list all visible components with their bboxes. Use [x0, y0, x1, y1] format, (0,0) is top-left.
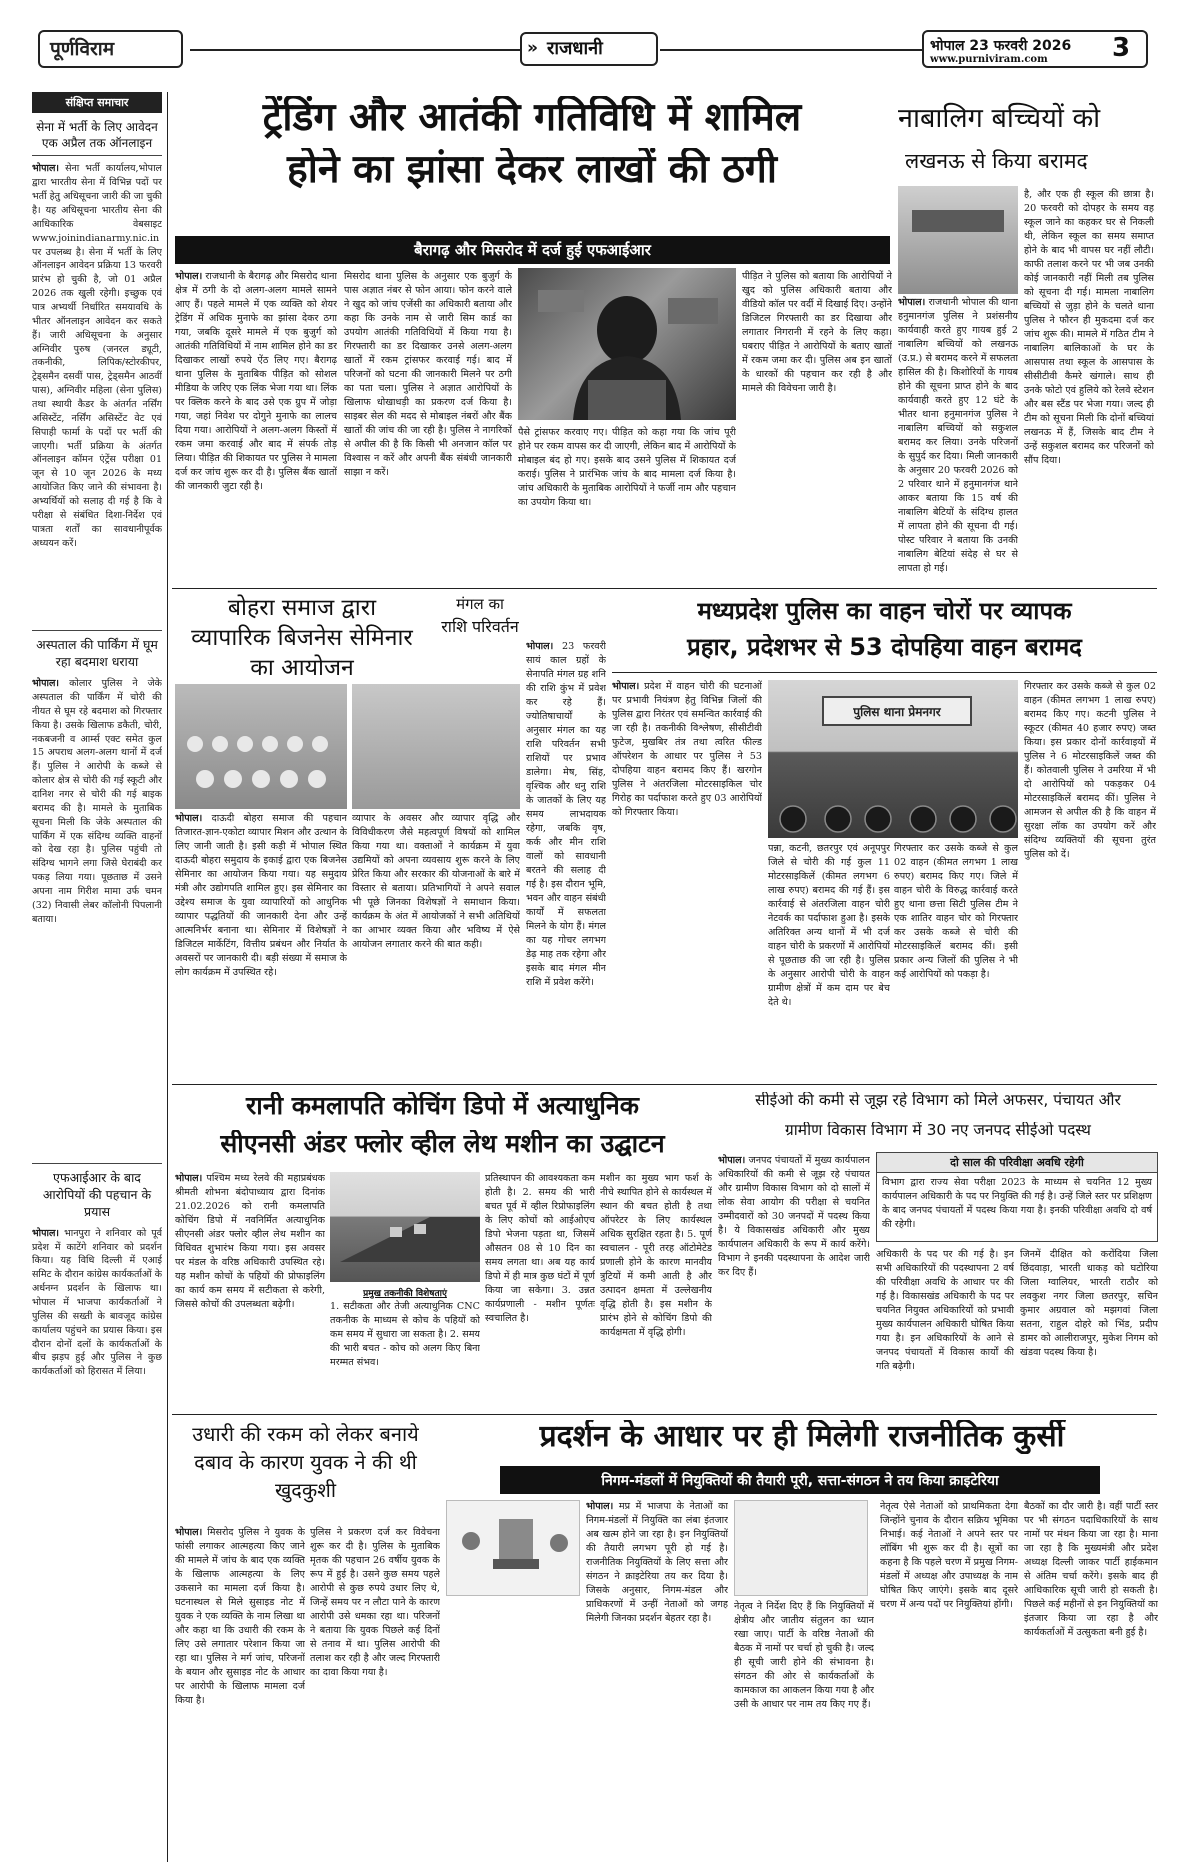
- article-text: मिसरोद पुलिस ने युवक के फांसी लगाकर आत्महत्या किए जाने की मामले में जांच के बाद एक व्यक्ति के खिलाफ आत्महत्या के लिए उकसाने का मामला दर्ज किया है। घटनास्थल से मिले सुसाइड नोट में युवक ने एक व्यक्ति के नाम लिखा था और कहा था कि उधारी की रकम के लिए उसे लगातार परेशान किया जा रहा था। पुलिस ने मर्ग जांच, परिजनों के बयान और सुसाइड नोट के आधार पर आरोपी के खिलाफ मामला दर्ज किया है।: [175, 1527, 305, 1706]
- article-text: नेतृत्व ऐसे नेताओं को प्राथमिकता देगा जिन्होंने चुनाव के दौरान सक्रिय भूमिका निभाई। कई नेताओं ने अपने स्तर पर लॉबिंग भी शुरू कर दी है। सूत्रों का कहना है कि पहले चरण में प्रमुख निगम-मंडलों में अध्यक्ष और उपाध्यक्ष के नाम घोषित किए जाएंगे। इसके बाद दूसरे चरण में अन्य पदों पर नियुक्तियां होंगी।: [880, 1501, 1018, 1610]
- sidebar-body-2: [32, 677, 162, 1155]
- section-rule: [172, 588, 1157, 589]
- sidebar-header: संक्षिप्त समाचार: [32, 92, 162, 113]
- section-rule: [444, 1414, 1157, 1415]
- article-text: पीड़ित ने पुलिस को बताया कि आरोपियों ने खुद को पुलिस अधिकारी बताया और वीडियो कॉल पर वर्दी में दिखाई दिए। उन्होंने डिजिटल गिरफ्तारी का डर दिखाया और लगातार निगरानी में रहने के लिए कहा। घबराए पीड़ित ने आरोपियों के बताए खातों में रकम जमा कर दी। पुलिस अब इन खातों के धारकों की पहचान कर रही है और मामले की विवेचना जारी है।: [742, 271, 892, 394]
- logo: पूर्णविराम: [50, 38, 115, 60]
- article-text: मशीन का मुख्य भाग फर्श के नीचे स्थापित होने से कार्यस्थल में स्थान की बचत होती है तथा ऑपरेटर के लिए कार्यस्थल अधिक सुरक्षित रहता है। 5. पूर्ण स्वचालन - पूरी तरह ऑटोमेटेड प्रणाली होने के कारण मानवीय त्रुटियों में कमी आती है और उत्पादन क्षमता में उल्लेखनीय वृद्धि होती है। इस मशीन के प्रारंभ होने से कोचिंग डिपो की कार्यक्षमता में वृद्धि होगी।: [600, 1173, 712, 1338]
- theft-headline-2: प्रहार, प्रदेशभर से 53 दोपहिया वाहन बरामद: [687, 634, 1082, 661]
- sidebar-divider: [32, 1163, 162, 1164]
- article-text: 23 फरवरी सायं काल ग्रहों के सेनापति मंगल ग्रह शनि की राशि कुंभ में प्रवेश कर रहे हैं। ज्योतिषाचार्यों के अनुसार मंगल का यह राशि परिवर्तन सभी राशियों पर प्रभाव डालेगा। मेष, सिंह, वृश्चिक और धनु राशि के जातकों के लिए यह समय लाभदायक रहेगा, जबकि वृष, कर्क और मीन राशि वालों को सावधानी बरतने की सलाह दी गई है। इस दौरान भूमि, भवन और वाहन संबंधी कार्यों में सफलता मिलने के योग हैं। मंगल का यह गोचर लगभग डेढ़ माह तक रहेगा और इसके बाद मंगल मीन राशि में प्रवेश करेंगे।: [526, 641, 606, 988]
- article-text: गिरफ्तार कर उसके कब्जे से कुल 02 वाहन (कीमत लगभग 1 लाख रुपए) बरामद किए गए। कटनी पुलिस ने स्कूटर (कीमत 40 हजार रुपए) जब्त किया। इस प्रकार दोनों कार्रवाइयों में पुलिस ने 6 मोटरसाइकिलें जब्त की हैं। कोतवाली पुलिस ने उमरिया में भी दो आरोपियों को पकड़कर 04 मोटरसाइकिलें बरामद कीं। पुलिस ने आमजन से अपील की है कि वाहन में सुरक्षा लॉक का उपयोग करें और संदिग्ध व्यक्तियों की सूचना तुरंत पुलिस को दें।: [1024, 681, 1156, 860]
- article-text: दाऊदी बोहरा समाज की पहचान तिजारत-ज्ञान-एकोटा व्यापार मिशन और उत्थान के लिए जानी जाती है। इसी कड़ी में भोपाल स्थित दाऊदी बोहरा समुदाय के इकाई द्वारा एक बिजनेस सेमिनार का आयोजन किया गया। यह समुदाय मंत्री और उद्योगपति शामिल हुए। इस सेमिनार का उद्देश्य समाज के युवा व्यापारियों को आधुनिक व्यापार पद्धतियों की जानकारी देना और उन्हें आत्मनिर्भर बनाना था। सेमिनार में विशेषज्ञों ने डिजिटल मार्केटिंग, वित्तीय प्रबंधन और निर्यात के अवसरों पर जानकारी दी। बड़ी संख्या में समाज के लोग कार्यक्रम में उपस्थित रहे।: [175, 813, 347, 978]
- police-station-photo: [898, 186, 1018, 294]
- bohra-photo-2: [352, 684, 520, 809]
- cartoon-chair-photo: [446, 1500, 580, 1596]
- ceo-box: [876, 1152, 1158, 1242]
- kamlapati-caption-text: [330, 1300, 480, 1408]
- article-text: 1. सटीकता और तेजी अत्याधुनिक CNC तकनीक के माध्यम से कोच के पहियों को कम समय में सुधारा जा सकता है। 2. समय की भारी बचत - कोच को अलग किए बिना मरम्मत संभव।: [330, 1301, 480, 1368]
- ceo-headline-1: सीईओ की कमी से जूझ रहे विभाग को मिले अफसर, पंचायत और: [755, 1092, 1121, 1109]
- article-text: मप्र में भाजपा के नेताओं का निगम-मंडलों में नियुक्ति का लंबा इंतजार अब खत्म होने जा रहा है। इन नियुक्तियों की तैयारी लगभग पूरी हो गई है। राजनीतिक नियुक्तियों के लिए सत्ता और संगठन ने क्राइटेरिया तय कर दिया है। जिसके अनुसार, निगम-मंडल और प्राधिकरणों में उन्हीं नेताओं को जगह मिलेगी जिनका प्रदर्शन बेहतर रहा है।: [586, 1501, 728, 1624]
- sidebar-body-3: [32, 1227, 162, 1787]
- politics-text-a: [586, 1500, 728, 1862]
- article-text: राजधानी के बैरागढ़ और मिसरोद थाना क्षेत्र में ठगी के दो अलग-अलग मामले सामने आए हैं। पहले मामले में एक व्यक्ति को शेयर ट्रेडिंग में अधिक मुनाफे का झांसा देकर ठगा गया, जबकि दूसरे मामले में एक बुजुर्ग को आतंकी गतिविधियों में नाम शामिल होने का डर दिखाकर लाखों रुपये ऐंठ लिए गए। बैरागढ़ थाना पुलिस के मुताबिक पीड़ित को सोशल मीडिया के जरिए एक लिंक भेजा गया था। लिंक पर क्लिक करने के बाद उसे एक ग्रुप में जोड़ा गया, जहां निवेश पर दोगुने मुनाफे का लालच दिया गया। आरोपियों ने अलग-अलग किस्तों में रकम जमा करवाई और बाद में संपर्क तोड़ लिया। पीड़ित की शिकायत पर पुलिस ने मामला दर्ज कर जांच शुरू कर दी है। पुलिस बैंक खातों की जानकारी जुटा रही है।: [175, 271, 337, 492]
- udhari-text-b: [310, 1526, 440, 1862]
- dateline: भोपाल।: [526, 641, 554, 652]
- ceo-box-text: विभाग द्वारा राज्य सेवा परीक्षा 2023 के माध्यम से चयनित 12 मुख्य कार्यपालन अधिकारी के पद पर नियुक्ति की गई है। उन्हें जिले स्तर पर प्रशिक्षण के बाद जनपद पंचायतों में पदस्थ किया गया है। इनकी परिवीक्षा अवधि दो वर्ष की रहेगी।: [882, 1177, 1152, 1230]
- hacker-icon: [518, 268, 736, 420]
- udhari-headline: उधारी की रकम को लेकर बनाये दबाव के कारण युवक ने की थी खुदकुशी: [192, 1422, 419, 1502]
- website: www.purniviram.com: [930, 54, 1048, 65]
- politics-text-b: [734, 1600, 874, 1862]
- bohra-text-a: [175, 812, 347, 1078]
- hacker-photo: [518, 268, 736, 420]
- article-text: प्रदेश में वाहन चोरी की घटनाओं पर प्रभावी नियंत्रण हेतु विभिन्न जिलों की पुलिस द्वारा निरंतर एवं समन्वित कार्रवाई की जा रही है। तकनीकी विश्लेषण, सीसीटीवी फुटेज, मुखबिर तंत्र तथा त्वरित फील्ड ऑपरेशन के आधार पर पुलिस ने 53 दोपहिया वाहन बरामद किए हैं। खरगोन पुलिस ने अंतरजिला मोटरसाइकिल चोर गिरोह का पर्दाफाश करते हुए 03 आरोपियों को गिरफ्तार किया।: [612, 681, 762, 818]
- article-text: व्यापार के अवसर और व्यापार वृद्धि और विविधीकरण जैसे महत्वपूर्ण विषयों को शामिल किया गया था। वक्ताओं ने कार्यक्रम में युवा उद्यमियों को अपना व्यवसाय शुरू करने के लिए प्रेरित किया और सरकार की योजनाओं के बारे में विस्तार से बताया। प्रतिभागियों ने अपने सवाल भी पूछे जिनका विशेषज्ञों ने समाधान किया। कार्यक्रम के अंत में आयोजकों ने सभी अतिथियों का आभार व्यक्त किया और भविष्य में ऐसे आयोजन लगातार करने की बात कही।: [352, 813, 520, 950]
- article-text: राजधानी भोपाल की थाना हनुमानगंज पुलिस ने प्रशंसनीय कार्यवाही करते हुए गायब हुई 2 नाबालिग बच्चियों को लखनऊ (उ.प्र.) से बरामद करने में सफलता हासिल की है। किशोरियों के गायब होने की सूचना प्राप्त होने के बाद कार्यवाही करते हुए 12 घंटे के भीतर थाना हनुमानगंज पुलिस ने नाबालिग बच्चियों को सकुशल बरामद कर लिया। उनके परिजनों के सुपुर्द कर दिया। मिली जानकारी के अनुसार 20 फरवरी 2026 को 2 परिवार थाने में हनुमानगंज थाने आकर बताया कि 15 वर्ष की नाबालिग बेटियों के संदिग्ध हालत में लापता होने की सूचना दी गई। पोस्ट परिवार ने बताया कि उनकी नाबालिग बेटियां संदेह से घर से लापता हो गई।: [898, 297, 1018, 574]
- sidebar-column-rule: [167, 92, 168, 1862]
- politics-headline: प्रदर्शन के आधार पर ही मिलेगी राजनीतिक कुर्सी: [539, 1420, 1065, 1454]
- lead-strap-text: बैरागढ़ और मिसरोद में दर्ज हुई एफआईआर: [414, 241, 651, 259]
- theft-text-b: [768, 842, 890, 1078]
- dateline: भोपाल।: [898, 297, 926, 308]
- article-text: पश्चिम मध्य रेलवे की महाप्रबंधक श्रीमती शोभना बंदोपाध्याय द्वारा दिनांक 21.02.2026 को रानी कमलापति कोचिंग डिपो में नवनिर्मित अत्याधुनिक सीएनसी अंडर फ्लोर व्हील लेथ मशीन का विधिवत शुभारंभ किया गया। इस अवसर पर मंडल के वरिष्ठ अधिकारी उपस्थित रहे। यह मशीन कोचों के पहियों की प्रोफाइलिंग का कार्य कम समय में सटीकता से करेगी, जिससे कोचों की उपलब्धता बढ़ेगी।: [175, 1173, 325, 1310]
- dateline: भोपाल।: [32, 1227, 60, 1239]
- lead-headline-1: ट्रेंडिंग और आतंकी गतिविधि में शामिल: [262, 96, 802, 140]
- train-icon: [330, 1172, 480, 1282]
- police-station-bikes-photo: [768, 680, 1018, 838]
- masthead-rule-right: [660, 49, 922, 51]
- lead-headline-2: होने का झांसा देकर लाखों की ठगी: [287, 148, 777, 192]
- dateline: भोपाल।: [32, 678, 60, 690]
- sidebar-body-1: [32, 162, 162, 622]
- section-arrow-icon: »: [527, 38, 538, 58]
- sidebar: [32, 92, 162, 1862]
- politics-strap-text: निगम-मंडलों में नियुक्तियों की तैयारी पूरी, सत्ता-संगठन ने तय किया क्राइटेरिया: [601, 1472, 999, 1489]
- politics-text-c: [880, 1500, 1018, 1862]
- article-text: भानपुरा ने शनिवार को पूर्व प्रदेश में काटेंगे शनिवार को प्रदर्शन किया। यह विधि दिल्ली में एआई समिट के दौरान कांग्रेस कार्यकर्ताओं के अर्धनग्न प्रदर्शन के खिलाफ था। भोपाल में भाजपा कार्यकर्ताओं ने पुलिस की सख्ती के बावजूद कांग्रेस कार्यालय पहुंचने का प्रयास किया। इस दौरान दोनों दलों के कार्यकर्ताओं के बीच झड़प हुई और पुलिस ने कुछ कार्यकर्ताओं को हिरासत में लिया।: [32, 1227, 162, 1378]
- kamlapati-caption-title: प्रमुख तकनीकी विशेषताएं: [363, 1289, 447, 1299]
- article-text: पुलिस ने प्रकरण दर्ज कर विवेचना शुरू कर दी है। पुलिस के मुताबिक मृतक की पहचान 26 वर्षीय युवक के रूप में हुई है। उसने कुछ समय पहले आरोपी से कुछ रुपये उधार लिए थे, जिन्हें समय पर न लौटा पाने के कारण आरोपी उसे धमका रहा था। परिजनों ने बताया कि युवक पिछले कई दिनों से तनाव में था। पुलिस आरोपी की तलाश कर रही है और जल्द गिरफ्तारी का दावा किया गया है।: [310, 1527, 440, 1678]
- politics-strap: [500, 1466, 1100, 1494]
- chair-cartoon-icon: [447, 1501, 580, 1596]
- motorcycles-icon: [768, 764, 1018, 838]
- lead-col-2: [344, 270, 512, 582]
- ceo-text-a: [718, 1154, 870, 1408]
- mangal-title-b: राशि परिवर्तन: [441, 617, 519, 636]
- sidebar-divider: [32, 155, 162, 156]
- dateline: भोपाल।: [175, 1173, 203, 1184]
- page-number: 3: [1112, 33, 1131, 63]
- masthead: [0, 0, 1181, 84]
- article-text: जनपद पंचायतों में मुख्य कार्यपालन अधिकारियों की कमी से जूझ रहे पंचायत और ग्रामीण विकास विभाग को दो सालों में लोक सेवा आयोग की परीक्षा से चयनित उम्मीदवारों को 30 जनपदों में पदस्थ किया है। ये विकासखंड अधिकारी और मुख्य कार्यपालन अधिकारी के रूप में कार्य करेंगे। विभाग ने इनकी पदस्थापना के आदेश जारी कर दिए हैं।: [718, 1155, 870, 1278]
- kamlapati-headline-1: रानी कमलापति कोचिंग डिपो में अत्याधुनिक: [246, 1092, 639, 1120]
- dateline: भोपाल।: [32, 163, 60, 175]
- politics-text-under-cartoon: [446, 1600, 580, 1862]
- train-photo: [330, 1172, 480, 1282]
- dateline: भोपाल।: [175, 813, 203, 824]
- kamlapati-text-c: [600, 1172, 712, 1408]
- article-text: गिरफ्तार कर उसके कब्जे से कुल 02 वाहन (कीमत लगभग 1 लाख रुपए) बरामद किए गए। जिले में वाहन चोरी के विरुद्ध कार्रवाई करते हुए थाना छत्ता सिटी पुलिस टीम ने एक शातिर वाहन चोर को गिरफ्तार कर उसके कब्जे से चोरी की मोटरसाइकिलें बरामद कीं। इसी प्रकार अन्य जिलों की पुलिस ने भी कई आरोपियों को पकड़ा है।: [894, 843, 1018, 980]
- station-sign-text: पुलिस थाना प्रेमनगर: [853, 704, 941, 719]
- bohra-headline: बोहरा समाज द्वारा व्यापारिक बिजनेस सेमिनार का आयोजन: [191, 595, 413, 681]
- sidebar-title-1: सेना में भर्ती के लिए आवेदन एक अप्रैल तक ऑनलाइन: [36, 120, 158, 151]
- issue-date: भोपाल 23 फरवरी 2026: [930, 38, 1072, 54]
- kamlapati-text-a: [175, 1172, 325, 1408]
- theft-text-a: [612, 680, 762, 1078]
- lead-col-1: [175, 270, 337, 582]
- dateline: भोपाल।: [175, 271, 203, 282]
- article-text: सेना भर्ती कार्यालय,भोपाल द्वारा भारतीय सेना में विभिन्न पदों पर भर्ती हेतु अधिसूचना जारी की जा चुकी है। यह अधिसूचना भारतीय सेना की आधिकारिक वेबसाइट www.joinindianarmy.nic.in पर उपलब्ध है। सेना में भर्ती के लिए ऑनलाइन आवेदन प्रक्रिया 13 फरवरी प्रारंभ हो चुकी है, जो 01 अप्रैल 2026 तक खुली रहेगी। इच्छुक एवं पात्र अभ्यर्थी निर्धारित समयावधि के भीतर ऑनलाइन आवेदन कर सकते हैं। जारी अधिसूचना के अनुसार अग्निवीर पुरुष (जनरल ड्यूटी, तकनीकी, लिपिक/स्टोरकीपर, ट्रेड्समैन दसवीं पास, ट्रेड्समैन आठवीं पास), अग्निवीर महिला (सेना पुलिस) तथा स्थायी कैडर के अंतर्गत नर्सिंग असिस्टेंट, नर्सिंग असिस्टेंट वेट एवं सिपाही फार्मा के पदों पर भर्ती की जाएगी। भर्ती प्रक्रिया के अंतर्गत ऑनलाइन कॉमन एंट्रेंस परीक्षा 01 जून से 10 जून 2026 के मध्य आयोजित किए जाने की संभावना है। अभ्यर्थियों को सलाह दी गई है कि वे परीक्षा से संबंधित दिशा-निर्देश एवं पात्रता शर्तों का सावधानीपूर्वक अध्ययन करें।: [32, 163, 162, 549]
- article-text: प्रतिस्थापन की आवश्यकता कम होती है। 2. समय की भारी बचत पूर्व में व्हील रिप्रोफाइलिंग के लिए कोचों को आईओएच डिपो भेजना पड़ता था, जिसमें औसतन 08 से 10 दिन का समय लगता था। अब यह कार्य डिपो में ही मात्र कुछ घंटों में पूर्ण किया जा सकेगा। 3. उन्नत कार्यप्रणाली - मशीन पूर्णतः स्वचालित है।: [485, 1173, 595, 1324]
- theft-headline-1: मध्यप्रदेश पुलिस का वाहन चोरों पर व्यापक: [697, 598, 1072, 625]
- article-text: अधिकारी के पद पर की गई है। इन सभी अधिकारियों की पदस्थापना 2 वर्ष की परिवीक्षा अवधि के आधार पर की गई है। विकासखंड अधिकारी के पद पर चयनित नियुक्त अधिकारियों को प्रभावी मुख्य कार्यपालन अधिकारी घोषित किया गया है। इन अधिकारियों के आने से जनपद पंचायतों में विकास कार्यों की गति बढ़ेगी।: [876, 1249, 1014, 1372]
- dateline: भोपाल।: [612, 681, 640, 692]
- sidebar-title-2: अस्पताल की पार्किंग में घूम रहा बदमाश धराया: [36, 637, 158, 670]
- politics-text-d: [1024, 1500, 1158, 1862]
- lead-col-4: [742, 270, 892, 582]
- lead-col-3: [518, 426, 736, 582]
- ceo-headline-2: ग्रामीण विकास विभाग में 30 नए जनपद सीईओ पदस्थ: [785, 1122, 1091, 1139]
- dateline: भोपाल।: [718, 1155, 746, 1166]
- sidebar-divider: [32, 630, 162, 631]
- lead-strap: [175, 236, 890, 264]
- cartoon-chair-photo-2: [734, 1500, 868, 1596]
- ceo-text-c: [1020, 1248, 1158, 1408]
- dateline: भोपाल।: [175, 1527, 203, 1538]
- section-rule: [172, 1084, 1157, 1085]
- section-name: राजधानी: [547, 38, 603, 59]
- mangal-article: [432, 644, 526, 678]
- side-story-text-b: [1024, 188, 1154, 582]
- article-text: पैसे ट्रांसफर करवाए गए। पीड़ित को कहा गया कि जांच पूरी होने पर रकम वापस कर दी जाएगी, लेकिन बाद में आरोपियों के मोबाइल बंद हो गए। इसके बाद उसने पुलिस में शिकायत दर्ज कराई। पुलिस ने प्रारंभिक जांच के बाद मामला दर्ज किया है। जांच अधिकारी के मुताबिक आरोपियों ने फर्जी नाम और पहचान का उपयोग किया था।: [518, 427, 736, 508]
- dateline: भोपाल।: [586, 1501, 614, 1512]
- article-text: बैठकों का दौर जारी है। वहीं पार्टी स्तर पर भी संगठन पदाधिकारियों के साथ नामों पर मंथन किया जा रहा है। माना जा रहा है कि मुख्यमंत्री और प्रदेश अध्यक्ष दिल्ली जाकर पार्टी हाईकमान से अंतिम चर्चा करेंगे। इसके बाद ही आधिकारिक सूची जारी हो सकती है। पिछले कई महीनों से इन नियुक्तियों का इंतजार किया जा रहा है और कार्यकर्ताओं में उत्सुकता बनी हुई है।: [1024, 1501, 1158, 1638]
- side-headline-1: नाबालिग बच्चियों को: [898, 103, 1101, 134]
- theft-text-d: [1024, 680, 1156, 1078]
- theft-rule: [612, 672, 1157, 673]
- udhari-text-a: [175, 1526, 305, 1862]
- article-text: जिनमें दीक्षित को करोंदिया जिला छिंदवाड़ा, भारती धाकड़ को घटोरिया जिला ग्वालियर, भारती राठौर को लवकुश नगर जिला छतरपुर, सचिन कुमार अग्रवाल को मझगवां जिला सतना, राहुल दोहरे को भिंड, प्रदीप डामर को आलीराजपुर, मुकेश निगम को खंडवा पदस्थ किया है।: [1020, 1249, 1158, 1358]
- article-text: नेतृत्व ने निर्देश दिए हैं कि नियुक्तियों में क्षेत्रीय और जातीय संतुलन का ध्यान रखा जाए। पार्टी के वरिष्ठ नेताओं की बैठक में नामों पर चर्चा हो चुकी है। जल्द ही सूची जारी होने की संभावना है। संगठन की ओर से कार्यकर्ताओं के कामकाज का आकलन किया गया है और उसी के आधार पर नाम तय किए गए हैं।: [734, 1601, 874, 1710]
- mangal-title-a: मंगल का: [456, 595, 504, 613]
- article-text: मिसरोद थाना पुलिस के अनुसार एक बुजुर्ग के पास अज्ञात नंबर से फोन आया। फोन करने वाले ने खुद को जांच एजेंसी का अधिकारी बताया और कहा कि उनके नाम से जारी सिम कार्ड का उपयोग आतंकी गतिविधियों में किया गया है। गिरफ्तारी का डर दिखाकर उनसे अलग-अलग खातों में रकम ट्रांसफर करवाई गई। बाद में परिजनों को घटना की जानकारी मिलने पर ठगी का पता चला। पुलिस ने अज्ञात आरोपियों के खिलाफ धोखाधड़ी का प्रकरण दर्ज किया है। साइबर सेल की मदद से मोबाइल नंबरों और बैंक खातों की जांच की जा रही है। पुलिस ने नागरिकों से अपील की है कि किसी भी अनजान कॉल पर विश्वास न करें और अपनी बैंक संबंधी जानकारी साझा न करें।: [344, 271, 512, 478]
- article-text: पन्ना, कटनी, छतरपुर एवं अनूपपुर जिले से चोरी की गई कुल 11 मोटरसाइकिलें (कीमत लगभग 6 लाख रुपए) बरामद की गई हैं। इस कार्रवाई से अंतरजिला वाहन चोरी नेटवर्क का पर्दाफाश हुआ है। इसके अतिरिक्त अन्य थानों में भी दर्ज वाहन चोरी के प्रकरणों में आरोपियों से पूछताछ की जा रही है। पुलिस के अनुसार आरोपी चोरी के वाहन ग्रामीण क्षेत्रों में कम दाम पर बेच देते थे।: [768, 843, 890, 1008]
- article-text: कोलार पुलिस ने जेके अस्पताल की पार्किंग में चोरी की नीयत से घूम रहे बदमाश को गिरफ्तार किया है। उसके खिलाफ डकैती, चोरी, नकबजनी व आर्म्स एक्ट समेत कुल 15 अपराध अलग-अलग थानों में दर्ज हैं। पुलिस ने आरोपी के कब्जे से कोलार क्षेत्र से चोरी की गई स्कूटी और दानिश नगर से चोरी की गई बाइक बरामद की है। मामले के मुताबिक सूचना मिली कि जेके अस्पताल की पार्किंग में एक संदिग्ध व्यक्ति वाहनों को देख रहा है। पुलिस पहुंची तो संदिग्ध भागने लगा जिसे घेराबंदी कर पकड़ लिया गया। पूछताछ में उसने अपना नाम गिरीश मामा उर्फ चमन (32) निवासी लेबर कॉलोनी पिपलानी बताया।: [32, 678, 162, 925]
- article-text: है, और एक ही स्कूल की छात्रा है। 20 फरवरी को दोपहर के समय वह स्कूल जाने का कहकर घर से निकली थी, लेकिन स्कूल का समय समाप्त होने के बाद भी वापस घर नहीं लौटी। काफी तलाश करने पर भी जब उनकी कोई जानकारी नहीं मिली तब पुलिस को सूचना दी गई। मामला नाबालिग बच्चियों से जुड़ा होने के चलते थाना पुलिस ने फौरन ही मुकदमा दर्ज कर जांच शुरू की। मामले में गठित टीम ने नाबालिग बालिकाओं के घर के आसपास तथा स्कूल के आसपास के सीसीटीवी कैमरे खंगाले। साथ ही उनके फोटो एवं हुलिये को रेलवे स्टेशन और बस स्टैंड पर भेजा गया। जल्द ही टीम को सूचना मिली कि दोनों बच्चियां लखनऊ में हैं, जिसके बाद टीम ने उन्हें सकुशल बरामद कर परिजनों को सौंप दिया।: [1024, 189, 1154, 466]
- kamlapati-headline-2: सीएनसी अंडर फ्लोर व्हील लेथ मशीन का उद्घाटन: [220, 1130, 665, 1158]
- station-sign-icon: [912, 210, 1004, 232]
- station-sign: [822, 696, 972, 726]
- side-headline-2: लखनऊ से किया बरामद: [905, 149, 1088, 173]
- kamlapati-text-b: [485, 1172, 595, 1408]
- bohra-seminar-photo: [175, 684, 347, 809]
- audience-icon: [175, 684, 347, 809]
- ceo-text-b: [876, 1248, 1014, 1408]
- ceo-box-title: दो साल की परिवीक्षा अवधि रहेगी: [877, 1153, 1157, 1173]
- masthead-rule-left: [190, 49, 520, 51]
- mangal-text-main: [526, 640, 606, 1078]
- side-story-text-a: [898, 296, 1018, 582]
- bohra-text-b: [352, 812, 520, 1078]
- theft-text-c: [894, 842, 1018, 1078]
- sidebar-title-3: एफआईआर के बाद आरोपियों की पहचान के प्रयास: [42, 1170, 152, 1219]
